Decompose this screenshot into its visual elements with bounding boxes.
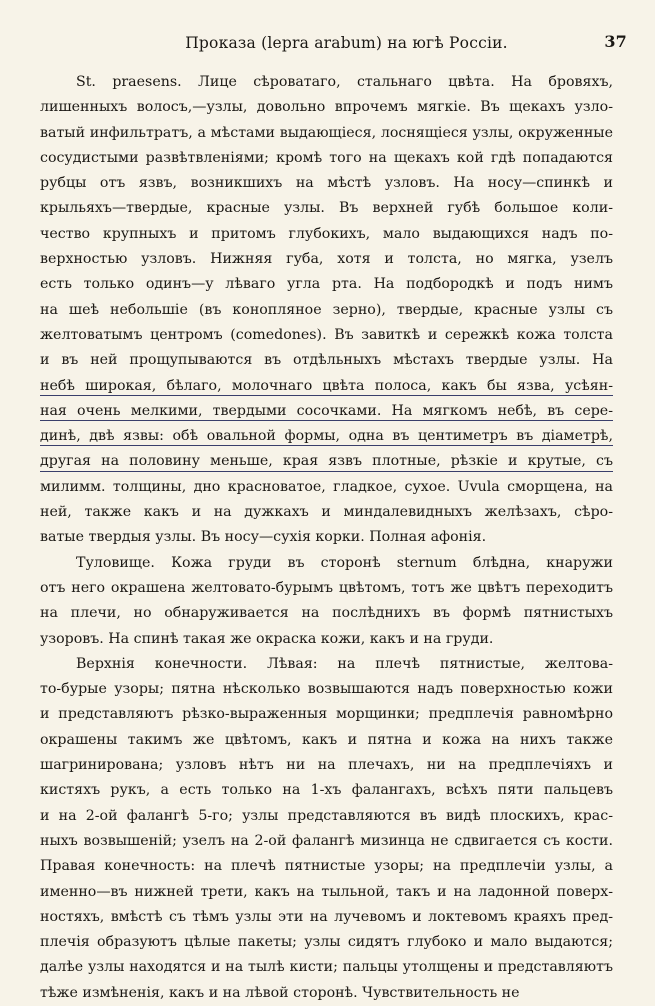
- text-line: лишенныхъ волосъ,—узлы, довольно впрочемъ мягкіе. Въ щекахъ узло-: [40, 99, 613, 116]
- text-line: ностяхъ, вмѣстѣ съ тѣмъ узлы эти на лучевомъ и локтевомъ краяхъ пред-: [40, 908, 613, 925]
- text-line: есть только одинъ—у лѣваго угла рта. На подбородкѣ и подъ нимъ: [40, 276, 613, 293]
- text-line: ватые твердыя узлы. Въ носу—сухія корки. Полная афонія.: [40, 529, 487, 546]
- underlined-text-line: динѣ, двѣ язвы: обѣ овальной формы, одна въ центиметръ въ діаметрѣ,: [40, 424, 613, 449]
- text-line: Туловище. Кожа груди въ сторонѣ sternum блѣдна, кнаружи: [76, 554, 613, 571]
- text-line: St. praesens. Лице сѣроватаго, стальнаго цвѣта. На бровяхъ,: [76, 74, 613, 90]
- running-header: [80, 30, 627, 70]
- text-line: на плечи, но обнаруживается на послѣднихъ въ формѣ пятнистыхъ: [40, 605, 613, 622]
- text-line: сосудистыми развѣтвленіями; кромѣ того на щекахъ кой гдѣ попадаются: [40, 149, 613, 166]
- text-line: ныхъ возвышеній; узелъ на 2-ой фалангѣ мизинца не сдвигается съ кости.: [40, 832, 613, 849]
- text-line: крыльяхъ—твердые, красные узлы. Въ верхней губѣ большое коли-: [40, 200, 613, 217]
- text-line: ватый инфильтратъ, а мѣстами выдающіеся, лоснящіеся узлы, окруженные: [40, 124, 613, 141]
- text-line: на шеѣ небольшіе (въ конопляное зерно), твердые, красные узлы съ: [40, 301, 613, 318]
- text-line: Правая конечность: на плечѣ пятнистые узоры; на предплечіи узлы, а: [40, 858, 613, 875]
- text-line: то-бурые узоры; пятна нѣсколько возвышаются надъ поверхностью кожи: [40, 681, 613, 698]
- text-line: узоровъ. На спинѣ такая же окраска кожи, какъ и на груди.: [40, 630, 494, 647]
- text-line: верхностью узловъ. Нижняя губа, хотя и толста, но мягка, узелъ: [40, 251, 613, 268]
- text-line: тѣже измѣненія, какъ и на лѣвой сторонѣ. Чувствительность не: [40, 984, 520, 1001]
- text-line: ней, также какъ и на дужкахъ и миндалевидныхъ желѣзахъ, сѣро-: [40, 504, 613, 521]
- page-number: 37: [604, 32, 627, 51]
- text-line: окрашены такимъ же цвѣтомъ, какъ и пятна и кожа на нихъ также: [40, 731, 613, 748]
- underlined-text-line: другая на половину меньше, края язвъ плотные, рѣзкіе и крутые, съ: [40, 449, 613, 474]
- text-line: рубцы отъ язвъ, возникшихъ на мѣстѣ узловъ. На носу—спинкѣ и: [40, 175, 613, 192]
- text-line: и въ ней прощупываются въ отдѣльныхъ мѣстахъ твердые узлы. На: [40, 352, 613, 369]
- text-line: и на 2-ой фалангѣ 5-го; узлы представляются въ видѣ плоскихъ, крас-: [40, 807, 613, 824]
- text-line: далѣе узлы находятся и на тылѣ кисти; пальцы утолщены и представляютъ: [40, 959, 613, 976]
- text-line: именно—въ нижней трети, какъ на тыльной, такъ и на ладонной поверх-: [40, 883, 613, 900]
- running-title: Проказа (lepra arabum) на югѣ Россіи.: [185, 34, 508, 52]
- text-line: отъ него окрашена желтовато-бурымъ цвѣтомъ, тотъ же цвѣтъ переходитъ: [40, 579, 613, 596]
- text-line: Верхнія конечности. Лѣвая: на плечѣ пятнистые, желтова-: [76, 655, 613, 672]
- text-line: плечія образуютъ цѣлые пакеты; узлы сидятъ глубоко и мало выдаются;: [40, 934, 613, 951]
- page-body: [40, 70, 613, 1006]
- underlined-text-line: ная очень мелкими, твердыми сосочками. На мягкомъ небѣ, въ сере-: [40, 399, 613, 424]
- text-line: шагринирована; узловъ нѣтъ ни на плечахъ, ни на предплечіяхъ и: [40, 757, 613, 774]
- text-line: чество крупныхъ и притомъ глубокихъ, мало выдающихся надъ по-: [40, 225, 613, 242]
- text-line: милимм. толщины, дно красноватое, гладкое, сухое. Uvula сморщена, на: [40, 478, 613, 495]
- text-line: кистяхъ рукъ, а есть только на 1-хъ фалангахъ, всѣхъ пяти пальцевъ: [40, 782, 613, 799]
- underlined-text-line: небѣ широкая, бѣлаго, молочнаго цвѣта полоса, какъ бы язва, усѣян-: [40, 374, 613, 399]
- text-line: желтоватымъ центромъ (comedones). Въ завиткѣ и сережкѣ кожа толста: [40, 326, 613, 343]
- text-line: и представляютъ рѣзко-выраженныя морщинки; предплечія равномѣрно: [40, 706, 613, 723]
